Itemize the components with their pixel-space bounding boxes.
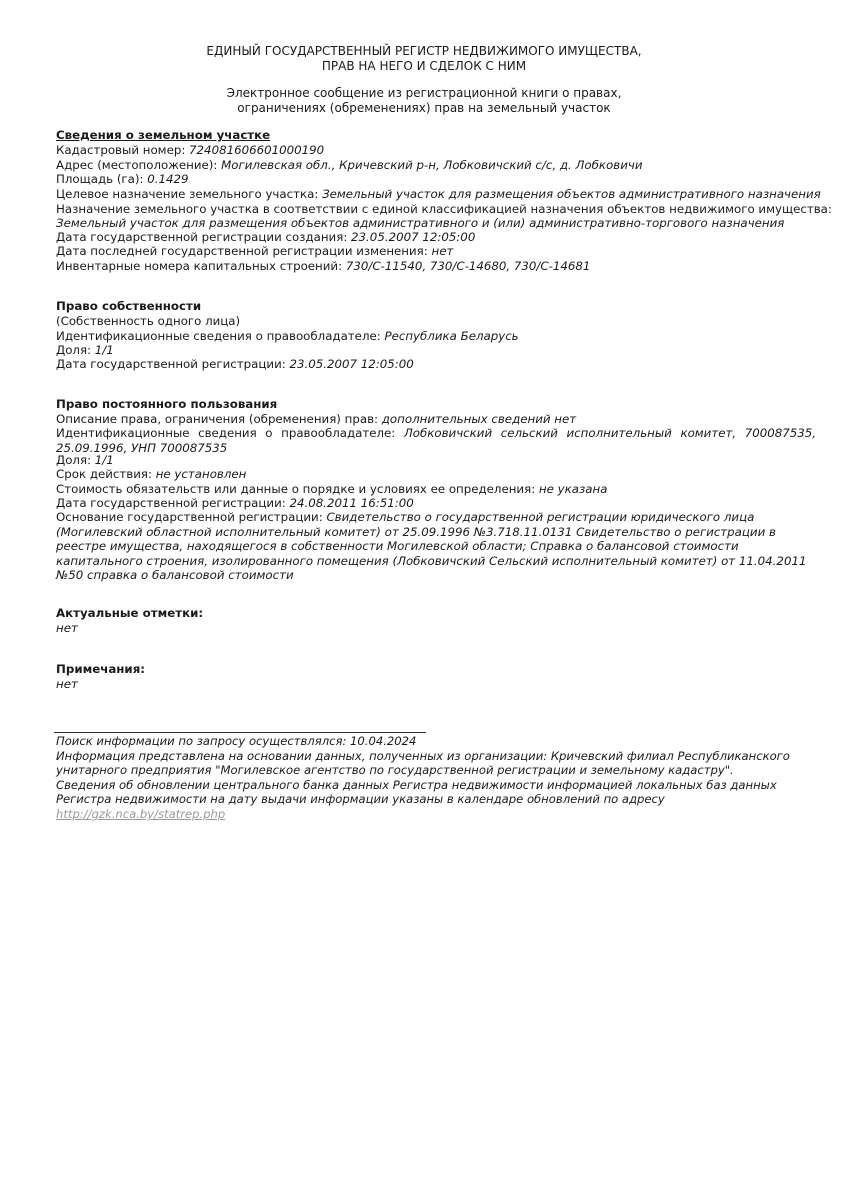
footer-block	[56, 734, 816, 822]
permanent-use-cost-row	[56, 482, 607, 497]
cadastral-number-label: Кадастровый номер:	[56, 143, 186, 157]
ownership-date-label: Дата государственной регистрации:	[56, 357, 286, 371]
permanent-use-cost-label: Стоимость обязательств или данные о порядке и условиях ее определения:	[56, 482, 536, 496]
permanent-use-date-row	[56, 496, 414, 511]
purpose-value: Земельный участок для размещения объектов административного назначения	[322, 187, 821, 201]
purpose-label: Целевое назначение земельного участка:	[56, 187, 319, 201]
permanent-use-holder-row	[56, 426, 816, 455]
actual-marks-value: нет	[56, 621, 78, 635]
permanent-use-cost-value: не указана	[538, 482, 608, 496]
permanent-use-share-label: Доля:	[56, 453, 92, 467]
ownership-share-label: Доля:	[56, 343, 92, 357]
footer-search-date: Поиск информации по запросу осуществлялся: 10.04.2024	[56, 734, 417, 748]
address-value: Могилевская обл., Кричевский р-н, Лобковичский с/с, д. Лобковичи	[221, 158, 643, 172]
ownership-date-row	[56, 357, 414, 372]
permanent-use-holder-label: Идентификационные сведения о правообладателе:	[56, 426, 396, 440]
document-title	[0, 44, 848, 74]
inventory-row	[56, 259, 590, 274]
cadastral-number-row	[56, 143, 324, 158]
permanent-use-desc-label: Описание права, ограничения (обременения) прав:	[56, 412, 379, 426]
permanent-use-date-value: 24.08.2011 16:51:00	[289, 496, 414, 510]
footer-source: Информация представлена на основании данных, полученных из организации: Кричевский филиал Республиканского унитарного предприятия "Могилевское агентство по государственной регистрации и земельному кадастру".	[56, 748, 790, 778]
footer-url-link[interactable]: http://gzk.nca.by/statrep.php	[56, 806, 226, 821]
purpose-row	[56, 187, 821, 202]
area-value: 0.1429	[147, 172, 189, 186]
document-subtitle	[0, 86, 848, 116]
permanent-use-basis-row	[56, 510, 810, 583]
permanent-use-heading: Право постоянного пользования	[56, 397, 278, 411]
created-date-label: Дата государственной регистрации создания:	[56, 230, 348, 244]
permanent-use-share-value: 1/1	[94, 453, 114, 467]
footer-divider	[54, 732, 426, 733]
created-date-row	[56, 230, 475, 245]
subtitle-line-2: ограничениях (обременениях) прав на земельный участок	[237, 101, 611, 115]
permanent-use-desc-value: дополнительных сведений нет	[381, 412, 577, 426]
footer-updates: Сведения об обновлении центрального банка данных Регистра недвижимости информацией локальных баз данных Регистра недвижимости на дату выдачи информации указаны в календаре обновлений по адресу	[56, 777, 777, 807]
ownership-type: (Собственность одного лица)	[56, 314, 241, 328]
ownership-holder-label: Идентификационные сведения о правообладателе:	[56, 329, 381, 343]
area-row	[56, 172, 188, 187]
inventory-value: 730/С-11540, 730/С-14680, 730/С-14681	[345, 259, 591, 273]
area-label: Площадь (га):	[56, 172, 144, 186]
permanent-use-share-row	[56, 453, 114, 468]
cadastral-number-value: 724081606601000190	[189, 143, 325, 157]
permanent-use-holder-value: Лобковичский сельский исполнительный комитет, 700087535, 25.09.1996, УНП 700087535	[56, 426, 817, 455]
created-date-value: 23.05.2007 12:05:00	[351, 230, 476, 244]
actual-marks-heading: Актуальные отметки:	[56, 606, 204, 620]
changed-date-value: нет	[431, 244, 454, 258]
title-line-2: ПРАВ НА НЕГО И СДЕЛОК С НИМ	[321, 59, 527, 73]
permanent-use-desc-row	[56, 412, 576, 427]
ownership-date-value: 23.05.2007 12:05:00	[289, 357, 414, 371]
address-row	[56, 158, 643, 173]
ownership-share-value: 1/1	[94, 343, 114, 357]
notes-heading: Примечания:	[56, 662, 145, 676]
inventory-label: Инвентарные номера капитальных строений:	[56, 259, 343, 273]
permanent-use-basis-value: Свидетельство о государственной регистрации юридического лица (Могилевский областной исполнительный комитет) от 25.09.1996 №3.718.11.0131 Свидетельство о регистрации в реестре имущества, находящегося в собственности Могилевской области; Справка о балансовой стоимости капитального строения, изолированного помещения (Лобковичский Сельский исполнительный комитет) от 11.04.2011 №50 справка о балансовой стоимости	[56, 510, 807, 583]
permanent-use-basis-label: Основание государственной регистрации:	[56, 510, 323, 524]
permanent-use-term-value: не установлен	[155, 467, 247, 481]
classifier-label: Назначение земельного участка в соответствии с единой классификацией назначения объектов недвижимого имущества:	[56, 202, 832, 216]
land-section-heading: Сведения о земельном участке	[56, 128, 271, 142]
ownership-holder-row	[56, 329, 519, 344]
classifier-value: Земельный участок для размещения объектов административного и (или) административно-торгового назначения	[56, 216, 785, 230]
title-line-1: ЕДИНЫЙ ГОСУДАРСТВЕННЫЙ РЕГИСТР НЕДВИЖИМОГО ИМУЩЕСТВА,	[206, 44, 642, 58]
permanent-use-term-row	[56, 467, 246, 482]
permanent-use-term-label: Срок действия:	[56, 467, 152, 481]
address-label: Адрес (местоположение):	[56, 158, 218, 172]
changed-date-label: Дата последней государственной регистрации изменения:	[56, 244, 428, 258]
permanent-use-date-label: Дата государственной регистрации:	[56, 496, 286, 510]
ownership-heading: Право собственности	[56, 299, 202, 313]
ownership-holder-value: Республика Беларусь	[384, 329, 519, 343]
changed-date-row	[56, 244, 453, 259]
subtitle-line-1: Электронное сообщение из регистрационной книги о правах,	[226, 86, 622, 100]
notes-value: нет	[56, 677, 78, 691]
ownership-share-row	[56, 343, 114, 358]
